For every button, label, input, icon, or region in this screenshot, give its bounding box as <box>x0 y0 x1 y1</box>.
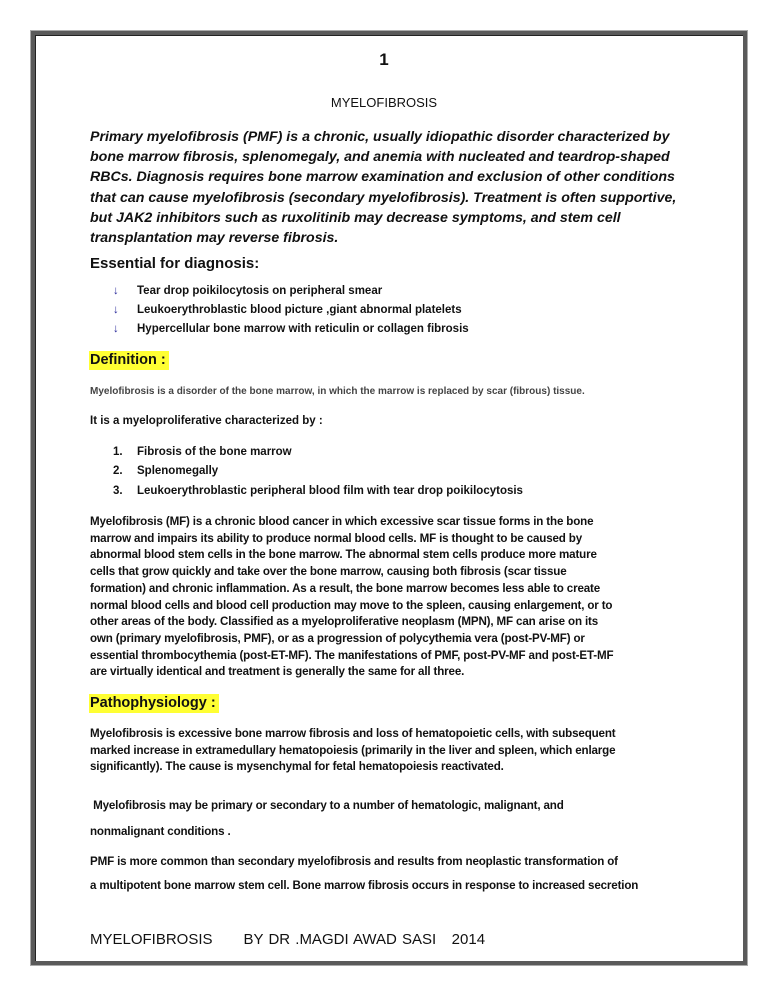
para-line: marrow and impairs its ability to produce normal blood cells. MF is thought to be caused by <box>90 531 583 545</box>
para-line: significantly). The cause is mysenchymal for fetal hematopoiesis reactivated. <box>90 760 504 774</box>
numbered-item <box>113 465 218 477</box>
document-title: MYELOFIBROSIS <box>330 95 438 110</box>
numbered-item <box>113 485 523 497</box>
item-number: 2. <box>113 465 123 477</box>
page-number: 1 <box>379 50 389 69</box>
down-arrow-bullet-icon: ↓ <box>113 285 119 297</box>
bullet-item <box>113 285 382 297</box>
bullet-text: Hypercellular bone marrow with reticulin or collagen fibrosis <box>137 323 469 335</box>
item-text: Leukoerythroblastic peripheral blood film with tear drop poikilocytosis <box>137 485 523 497</box>
para-line: Myelofibrosis is excessive bone marrow fibrosis and loss of hematopoietic cells, with subsequent <box>90 727 616 740</box>
para-line: a multipotent bone marrow stem cell. Bone marrow fibrosis occurs in response to increased secretion <box>90 879 639 892</box>
bullet-item <box>113 304 462 316</box>
para-line: cells that grow quickly and take over the bone marrow, causing both fibrosis (scar tissue <box>90 565 567 579</box>
patho-paragraph-1 <box>90 726 616 776</box>
para-line: marked increase in extramedullary hematopoiesis (primarily in the liver and spleen, which enlarge <box>90 743 616 757</box>
item-text: Fibrosis of the bone marrow <box>137 446 292 458</box>
intro-line: RBCs. Diagnosis requires bone marrow examination and exclusion of other conditions <box>90 169 675 186</box>
patho-paragraph-3 <box>90 850 638 898</box>
intro-line: but JAK2 inhibitors such as ruxolitinib may decrease symptoms, and stem cell <box>90 209 621 226</box>
down-arrow-bullet-icon: ↓ <box>113 304 119 316</box>
item-number: 3. <box>113 485 123 497</box>
page-footer: MYELOFIBROSIS BY DR .MAGDI AWAD SASI 2014 <box>90 931 486 948</box>
intro-line: Primary myelofibrosis (PMF) is a chronic, usually idiopathic disorder characterized by <box>90 129 670 145</box>
para-line: other areas of the body. Classified as a myeloproliferative neoplasm (MPN), MF can arise on its <box>90 615 599 629</box>
para-line: own (primary myelofibrosis, PMF), or as a progression of polycythemia vera (post-PV-MF) or <box>90 631 585 645</box>
bullet-item <box>113 323 469 335</box>
para-line: essential thrombocythemia (post-ET-MF). The manifestations of PMF, post-PV-MF and post-ET-MF <box>90 648 614 662</box>
para-line: normal blood cells and blood cell production may move to the spleen, causing enlargement, or to <box>90 598 613 612</box>
para-line: Myelofibrosis may be primary or secondary to a number of hematologic, malignant, and <box>90 799 564 812</box>
essential-heading: Essential for diagnosis: <box>90 255 260 272</box>
para-line: nonmalignant conditions . <box>90 825 231 838</box>
para-line: PMF is more common than secondary myelofibrosis and results from neoplastic transformation of <box>90 855 618 868</box>
para-line: formation) and chronic inflammation. As a result, the bone marrow becomes less able to create <box>90 581 601 595</box>
down-arrow-bullet-icon: ↓ <box>113 323 119 335</box>
intro-paragraph <box>90 127 676 248</box>
intro-line: bone marrow fibrosis, splenomegaly, and anemia with nucleated and teardrop-shaped <box>90 149 670 166</box>
mf-paragraph <box>90 514 613 681</box>
item-number: 1. <box>113 446 123 458</box>
bullet-text: Tear drop poikilocytosis on peripheral smear <box>137 285 383 297</box>
intro-line: that can cause myelofibrosis (secondary myelofibrosis). Treatment is often supportive, <box>90 189 677 206</box>
para-line: are virtually identical and treatment is generally the same for all three. <box>90 665 465 679</box>
definition-text: Myelofibrosis is a disorder of the bone marrow, in which the marrow is replaced by scar (fibrous) tissue. <box>90 386 585 397</box>
para-line: abnormal blood stem cells in the bone marrow. The abnormal stem cells produce more mature <box>90 548 597 562</box>
para-line: Myelofibrosis (MF) is a chronic blood cancer in which excessive scar tissue forms in the bone <box>90 515 594 528</box>
pathophysiology-heading: Pathophysiology : <box>89 694 219 713</box>
definition-heading: Definition : <box>89 351 169 370</box>
item-text: Splenomegally <box>137 465 219 477</box>
bullet-text: Leukoerythroblastic blood picture ,giant abnormal platelets <box>137 304 462 316</box>
numbered-item <box>113 446 292 458</box>
patho-paragraph-2 <box>90 793 564 845</box>
definition-intro: It is a myeloproliferative characterized by : <box>90 415 323 427</box>
intro-line: transplantation may reverse fibrosis. <box>90 230 339 247</box>
